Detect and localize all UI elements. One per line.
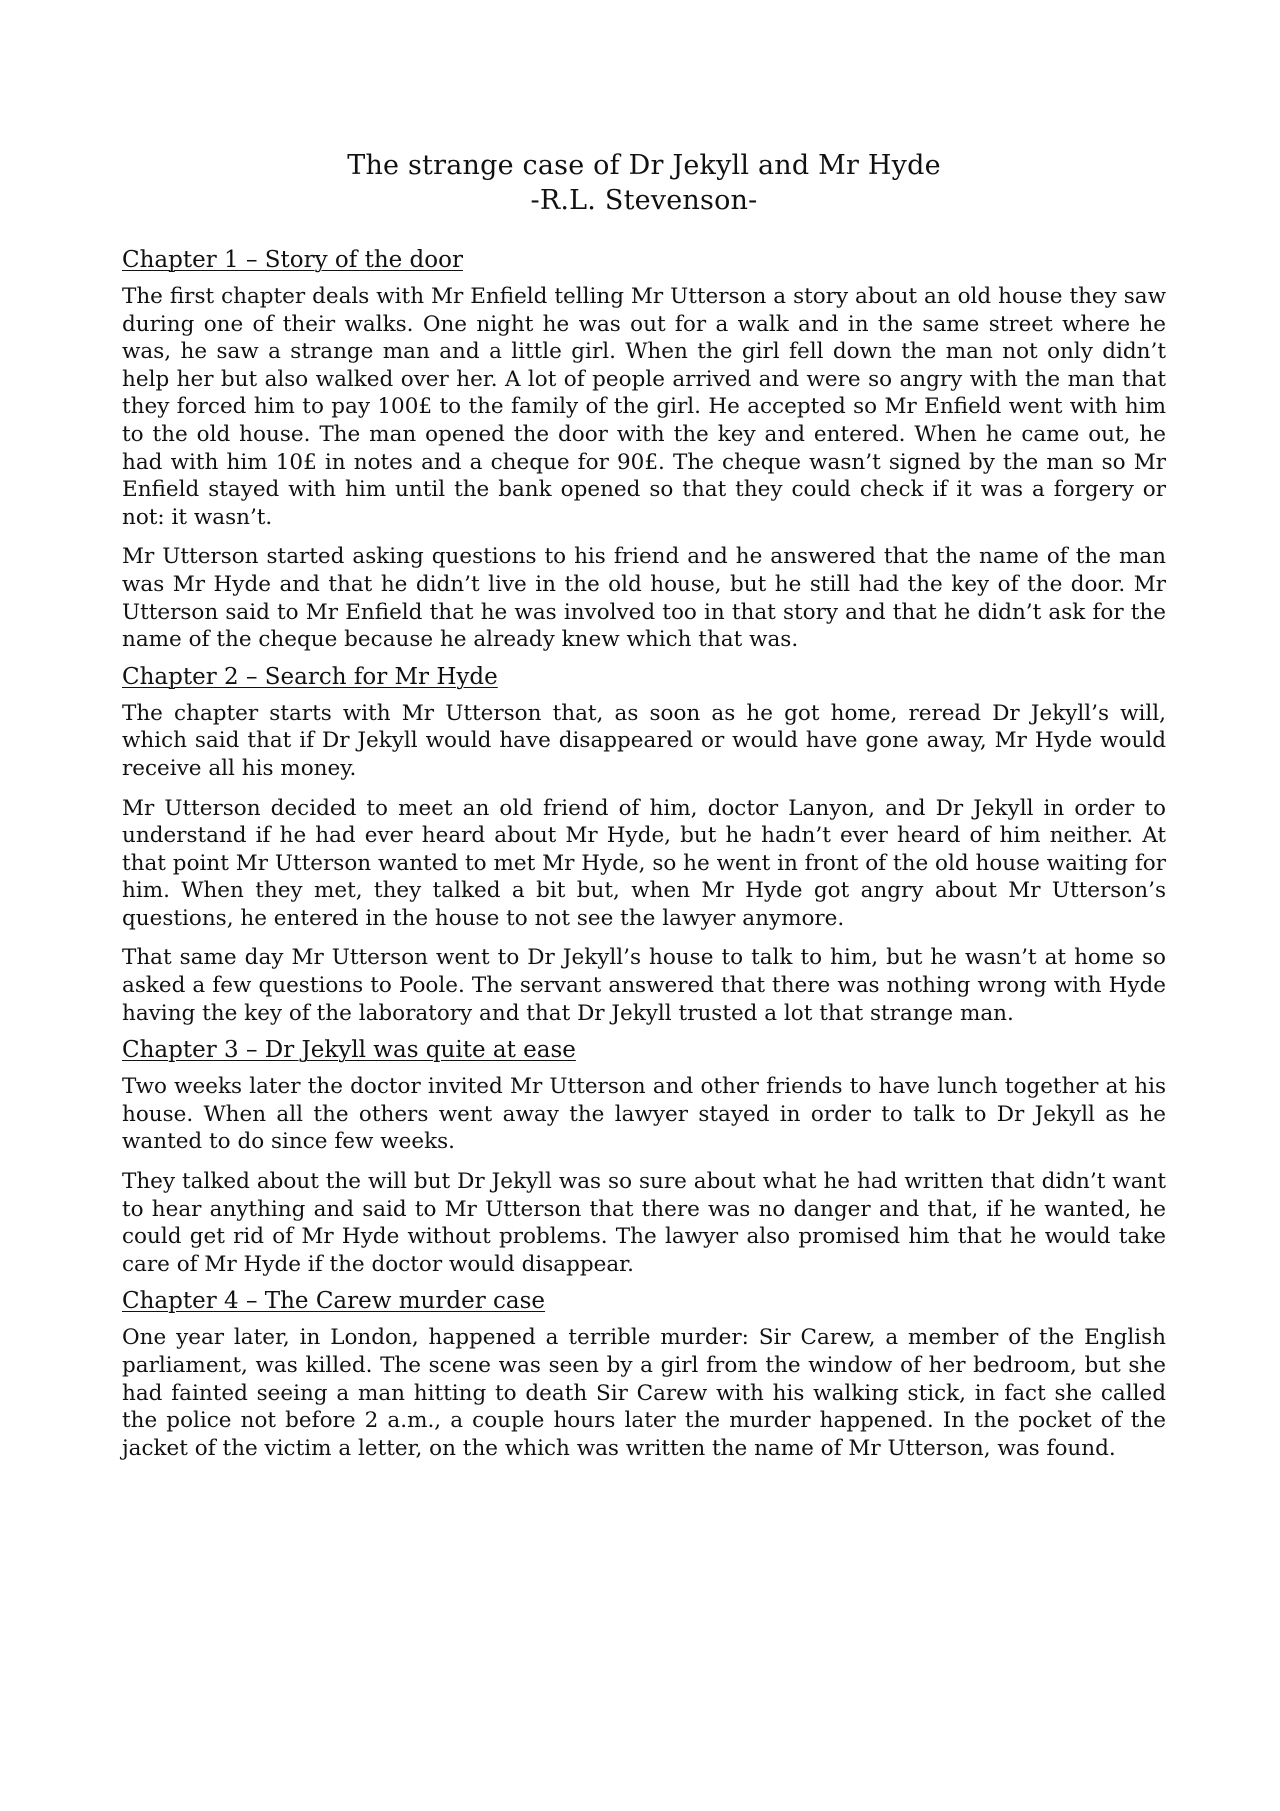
paragraph: Mr Utterson started asking questions to his friend and he answered that the name of the man was Mr Hyde and that he didn’t live in the old house, but he still had the key of the door. Mr Utterson said to Mr Enfield that he was involved too in that story and that he didn’t ask for the name of the cheque because he already knew which that was.: [122, 544, 1166, 653]
paragraph: That same day Mr Utterson went to Dr Jekyll’s house to talk to him, but he wasn’t at home so asked a few questions to Poole. The servant answered that there was nothing wrong with Hyde having the key of the laboratory and that Dr Jekyll trusted a lot that strange man.: [122, 945, 1166, 1026]
chapter-4: [122, 1286, 1166, 1462]
chapter-heading: Chapter 4 – The Carew murder case: [122, 1288, 546, 1315]
paragraph: One year later, in London, happened a terrible murder: Sir Carew, a member of the English parliament, was killed. The scene was seen by a girl from the window of her bedroom, but she had fainted seeing a man hitting to death Sir Carew with his walking stick, in fact she called the police not before 2 a.m., a couple hours later the murder happened. In the pocket of the jacket of the victim a letter, on the which was written the name of Mr Utterson, was found.: [122, 1325, 1166, 1461]
paragraph: Mr Utterson decided to meet an old friend of him, doctor Lanyon, and Dr Jekyll in order to understand if he had ever heard about Mr Hyde, but he hadn’t ever heard of him neither. At that point Mr Utterson wanted to met Mr Hyde, so he went in front of the old house waiting for him. When they met, they talked a bit but, when Mr Hyde got angry about Mr Utterson’s questions, he entered in the house to not see the lawyer anymore.: [122, 795, 1166, 931]
chapter-heading: Chapter 2 – Search for Mr Hyde: [122, 663, 498, 690]
chapter-3: [122, 1035, 1166, 1278]
paragraph: They talked about the will but Dr Jekyll was so sure about what he had written that didn’t want to hear anything and said to Mr Utterson that there was no danger and that, if he wanted, he could get rid of Mr Hyde without problems. The lawyer also promised him that he would take care of Mr Hyde if the doctor would disappear.: [122, 1169, 1166, 1277]
document-page: [122, 148, 1166, 1470]
chapter-heading: Chapter 3 – Dr Jekyll was quite at ease: [122, 1037, 576, 1064]
chapter-1: [122, 245, 1166, 654]
document-title: The strange case of Dr Jekyll and Mr Hyde: [347, 150, 941, 181]
chapter-heading: Chapter 1 – Story of the door: [122, 247, 463, 273]
paragraph: The first chapter deals with Mr Enfield telling Mr Utterson a story about an old house they saw during one of their walks. One night he was out for a walk and in the same street where he was, he saw a strange man and a little girl. When the girl fell down the man not only didn’t help her but also walked over her. A lot of people arrived and were so angry with the man that they forced him to pay 100£ to the family of the girl. He accepted so Mr Enfield went with him to the old house. The man opened the door with the key and entered. When he came out, he had with him 10£ in notes and a cheque for 90£. The cheque wasn’t signed by the man so Mr Enfield stayed with him until the bank opened so that they could check if it was a forgery or not: it wasn’t.: [122, 284, 1166, 530]
document-author: -R.L. Stevenson-: [530, 185, 758, 216]
title-block: [122, 148, 1166, 218]
paragraph: Two weeks later the doctor invited Mr Utterson and other friends to have lunch together at his house. When all the others went away the lawyer stayed in order to talk to Dr Jekyll as he wanted to do since few weeks.: [122, 1074, 1166, 1155]
chapter-2: [122, 662, 1166, 1028]
paragraph: The chapter starts with Mr Utterson that, as soon as he got home, reread Dr Jekyll’s will, which said that if Dr Jekyll would have disappeared or would have gone away, Mr Hyde would receive all his money.: [122, 700, 1166, 781]
